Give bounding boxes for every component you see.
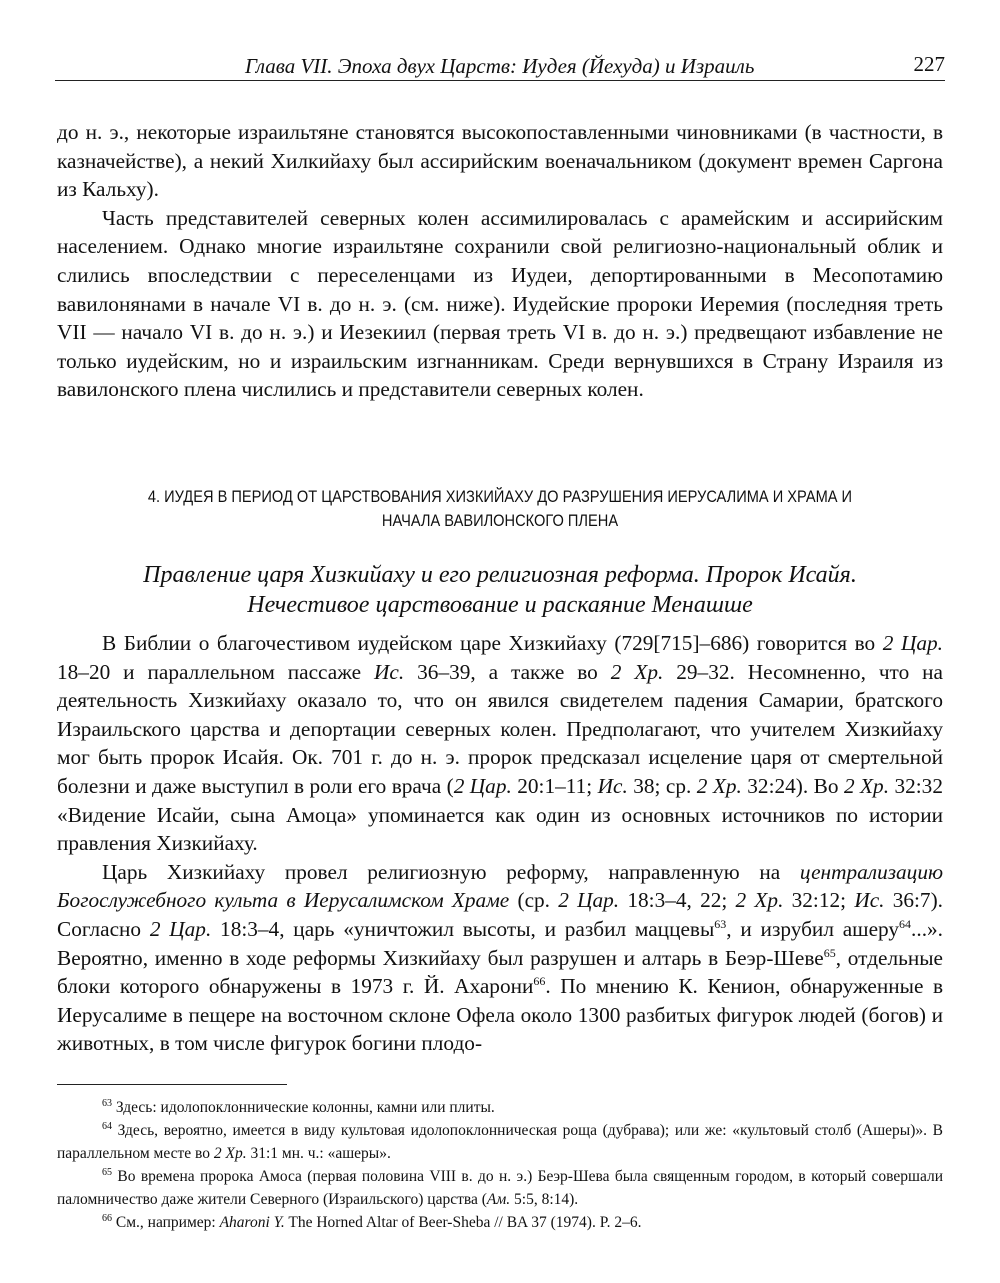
subsection-title-line-2: Нечестивое царствование и раскаяние Менашше xyxy=(247,592,753,618)
footnote-64: $^{64}$ Здесь, вероятно, имеется в виду культовая идолопоклонническая роща (дубрава); или же: «культовый столб (Ашеры)». В параллельном месте во 2 Хр. 31:1 мн. ч.: «ашеры». xyxy=(57,1120,943,1162)
footnote-divider xyxy=(57,1084,287,1085)
footnote-66: $^{66}$ См., например: Aharoni Y. The Horned Altar of Beer-Sheba // BA 37 (1974). P. 2–6. xyxy=(102,1212,642,1231)
top-text-block xyxy=(57,118,943,404)
paragraph-hezekiah-reform: Царь Хизкийаху провел религиозную реформу, направленную на централизацию Богослужебного культа в Иерусалимском Храме (ср. 2 Цар. 18:3–4, 22; 2 Хр. 32:12; Ис. 36:7). Согласно 2 Цар. 18:3–4, царь «уничтожил высоты, и разбил маццевы$^{63}$, и изрубил ашеру$^{64}$...». Вероятно, именно в ходе реформы Хизкийаху был разрушен и алтарь в Беэр-Шеве$^{65}$, отдельные блоки которого обнаружены в 1973 г. Й. Ахарони$^{66}$. По мнению К. Кенион, обнаруженные в Иерусалиме в пещере на восточном склоне Офела около 1300 разбитых фигурок людей (богов) и животных, в том числе фигурок богини плодо- xyxy=(57,859,944,1056)
section-heading-line-2: НАЧАЛА ВАВИЛОНСКОГО ПЛЕНА xyxy=(381,511,619,530)
section-heading xyxy=(119,485,881,533)
running-header-title: Глава VII. Эпоха двух Царств: Иудея (Йехуда) и Израиль xyxy=(245,54,755,78)
main-text-block xyxy=(57,629,943,1058)
paragraph-continuation: до н. э., некоторые израильтяне становятся высокопоставленными чиновниками (в частности, в казначействе), а некий Хилкийаху был ассирийским военачальником (документ времен Саргона из Кальху). xyxy=(57,120,943,202)
footnote-ref-65[interactable]: 65 xyxy=(823,945,836,960)
section-heading-line-1: 4. ИУДЕЯ В ПЕРИОД ОТ ЦАРСТВОВАНИЯ ХИЗКИЙАХУ ДО РАЗРУШЕНИЯ ИЕРУСАЛИМА И ХРАМА И xyxy=(147,487,853,506)
footnote-65: $^{65}$ Во времена пророка Амоса (первая половина VIII в. до н. э.) Беэр-Шева была священным городом, в который совершали паломничество даже жители Северного (Израильского) царства (Ам. 5:5, 8:14). xyxy=(57,1166,943,1208)
footnotes xyxy=(57,1096,943,1234)
footnote-ref-66[interactable]: 66 xyxy=(533,974,546,989)
footnote-ref-64[interactable]: 64 xyxy=(899,916,912,931)
footnote-63: $^{63}$ Здесь: идолопоклоннические колонны, камни или плиты. xyxy=(102,1097,495,1116)
running-header xyxy=(55,50,945,81)
page-number: 227 xyxy=(913,52,945,76)
paragraph-hezekiah-bible: В Библии о благочестивом иудейском царе Хизкийаху (729[715]–686) говорится во 2 Цар. 18–20 и параллельном пассаже Ис. 36–39, а также во 2 Хр. 29–32. Несомненно, что на деятельность Хизкийаху оказало то, что он явился свидетелем падения Самарии, братского Израильского царства и депортации северных колен. Предполагают, что учителем Хизкийаху мог быть пророк Исайя. Ок. 701 г. до н. э. пророк предсказал исцеление царя от смертельной болезни и даже выступил в роли его врача (2 Цар. 20:1–11; Ис. 38; ср. 2 Хр. 32:24). Во 2 Хр. 32:32 «Видение Исайи, сына Амоца» упоминается как один из основных источников по истории правления Хизкийаху. xyxy=(57,631,944,856)
subsection-title-line-1: Правление царя Хизкийаху и его религиозная реформа. Пророк Исайя. xyxy=(143,562,857,588)
subsection-title xyxy=(57,560,943,620)
footnote-ref-63[interactable]: 63 xyxy=(714,916,727,931)
paragraph-northern-tribes: Часть представителей северных колен ассимилировалась с арамейским и ассирийским населением. Однако многие израильтяне сохранили свой религиозно-национальный облик и слились впоследствии с переселенцами из Иудеи, депортированными в Месопотамию вавилонянами в начале VI в. до н. э. (см. ниже). Иудейские пророки Иеремия (последняя треть VII — начало VI в. до н. э.) и Иезекиил (первая треть VI в. до н. э.) предвещают избавление не только иудейским, но и израильским изгнанникам. Среди вернувшихся в Страну Израиля из вавилонского плена числились и представители северных колен. xyxy=(57,205,943,402)
